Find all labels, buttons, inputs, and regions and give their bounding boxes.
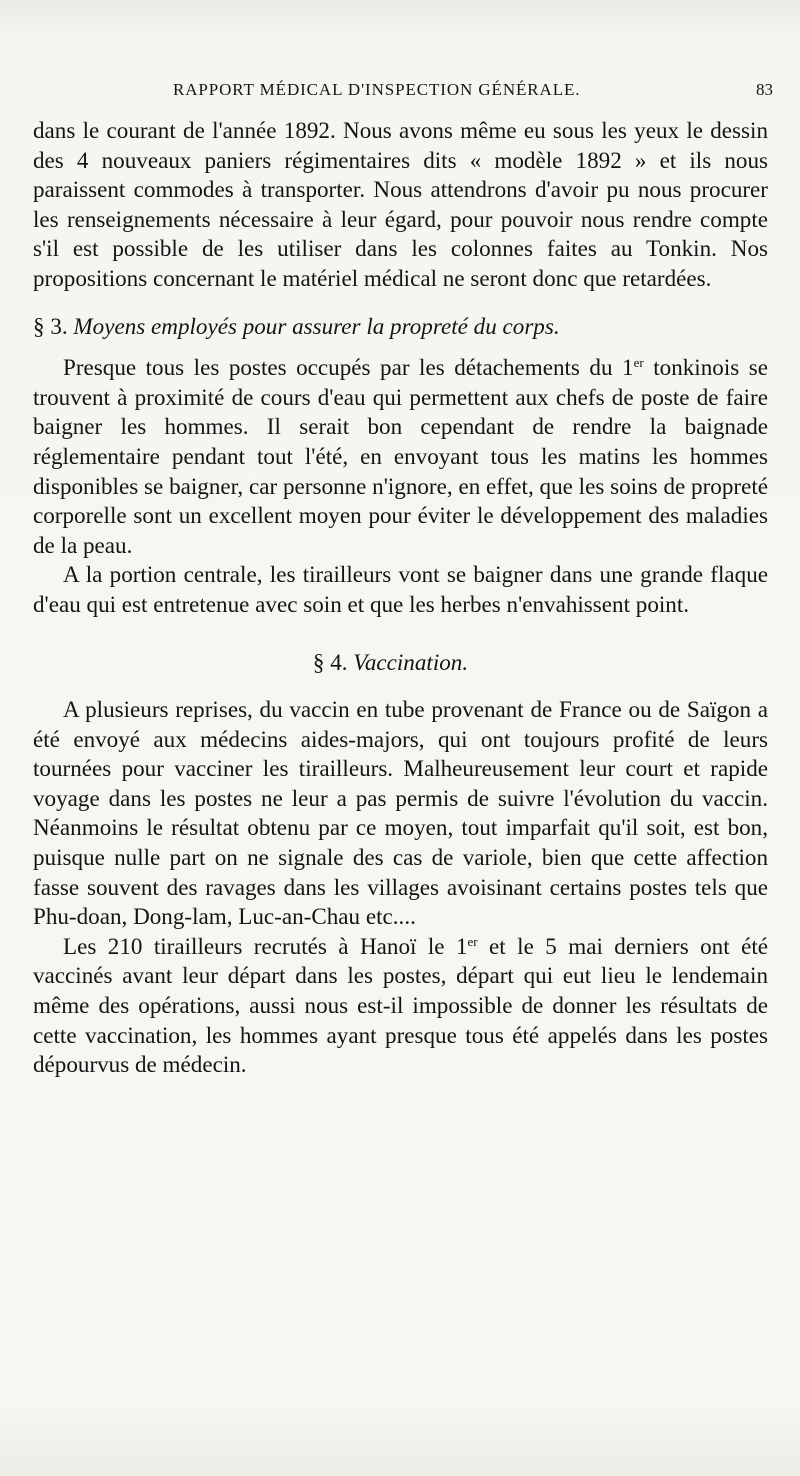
section-4-number: § 4. <box>312 648 348 675</box>
paragraph-2-text-b: tonkinois se trouvent à proximité de cours d'eau qui permettent aux chefs de poste de faire baigner les hommes. Il serait bon cependant de rendre la baignade réglementaire pendant tout l'été, en envoyant tous les matins les hommes disponibles se baigner, car personne n'ignore, en effet, que les soins de propreté corporelle sont un excellent moyen pour éviter le développement des maladies de la peau. <box>33 354 768 558</box>
paragraph-5-superscript: er <box>467 933 478 949</box>
paragraph-3: A la portion centrale, les tirailleurs vont se baigner dans une grande flaque d'eau qui est entretenue avec soin et que les herbes n'envahissent point. <box>33 561 768 617</box>
paragraph-4: A plusieurs reprises, du vaccin en tube provenant de France ou de Saïgon a été envoyé aux médecins aides-majors, qui ont toujours profité de leurs tournées pour vacciner les tirailleurs. Malheureusement leur court et rapide voyage dans les postes ne leur a pas permis de suivre l'évolution du vaccin. Néanmoins le résultat obtenu par ce moyen, tout imparfait qu'il soit, est bon, puisque nulle part on ne signale des cas de variole, bien que cette affection fasse souvent des ravages dans les villages avoisinant certains postes tels que Phu-doan, Dong-lam, Luc-an-Chau etc.... <box>33 696 768 930</box>
paragraph-2-superscript: er <box>633 355 644 371</box>
section-4-title: Vaccination. <box>353 648 469 675</box>
page-number: 83 <box>756 80 773 99</box>
paragraph-2 <box>33 353 768 560</box>
section-3-title: Moyens employés pour assurer la propreté du corps. <box>73 312 560 339</box>
paragraph-2-text-a: Presque tous les postes occupés par les détachements du 1 <box>63 354 634 381</box>
paragraph-5-text-b: et le 5 mai derniers ont été vaccinés avant leur départ dans les postes, départ qui eut lieu le lendemain même des opérations, aussi nous est-il impossible de donner les résultats de cette vaccination, les hommes ayant presque tous été appelés dans les postes dépourvus de médecin. <box>33 932 768 1078</box>
paragraph-1: dans le courant de l'année 1892. Nous avons même eu sous les yeux le dessin des 4 nouveaux paniers régimentaires dits « modèle 1892 » et ils nous paraissent commodes à transporter. Nous attendrons d'avoir pu nous procurer les renseignements nécessaire à leur égard, pour pouvoir nous rendre compte s'il est possible de les utiliser dans les colonnes faites au Tonkin. Nos propositions concernant le matériel médical ne seront donc que retardées. <box>33 117 768 291</box>
section-3-number: § 3. <box>33 312 68 339</box>
running-head: RAPPORT MÉDICAL D'INSPECTION GÉNÉRALE. <box>173 80 581 99</box>
section-3-heading <box>33 312 768 342</box>
page-header <box>33 80 773 106</box>
body-text <box>33 116 768 1080</box>
paragraph-5-text-a: Les 210 tirailleurs recrutés à Hanoï le 1 <box>63 932 468 959</box>
paragraph-5 <box>33 932 768 1080</box>
section-4-heading <box>33 648 768 678</box>
